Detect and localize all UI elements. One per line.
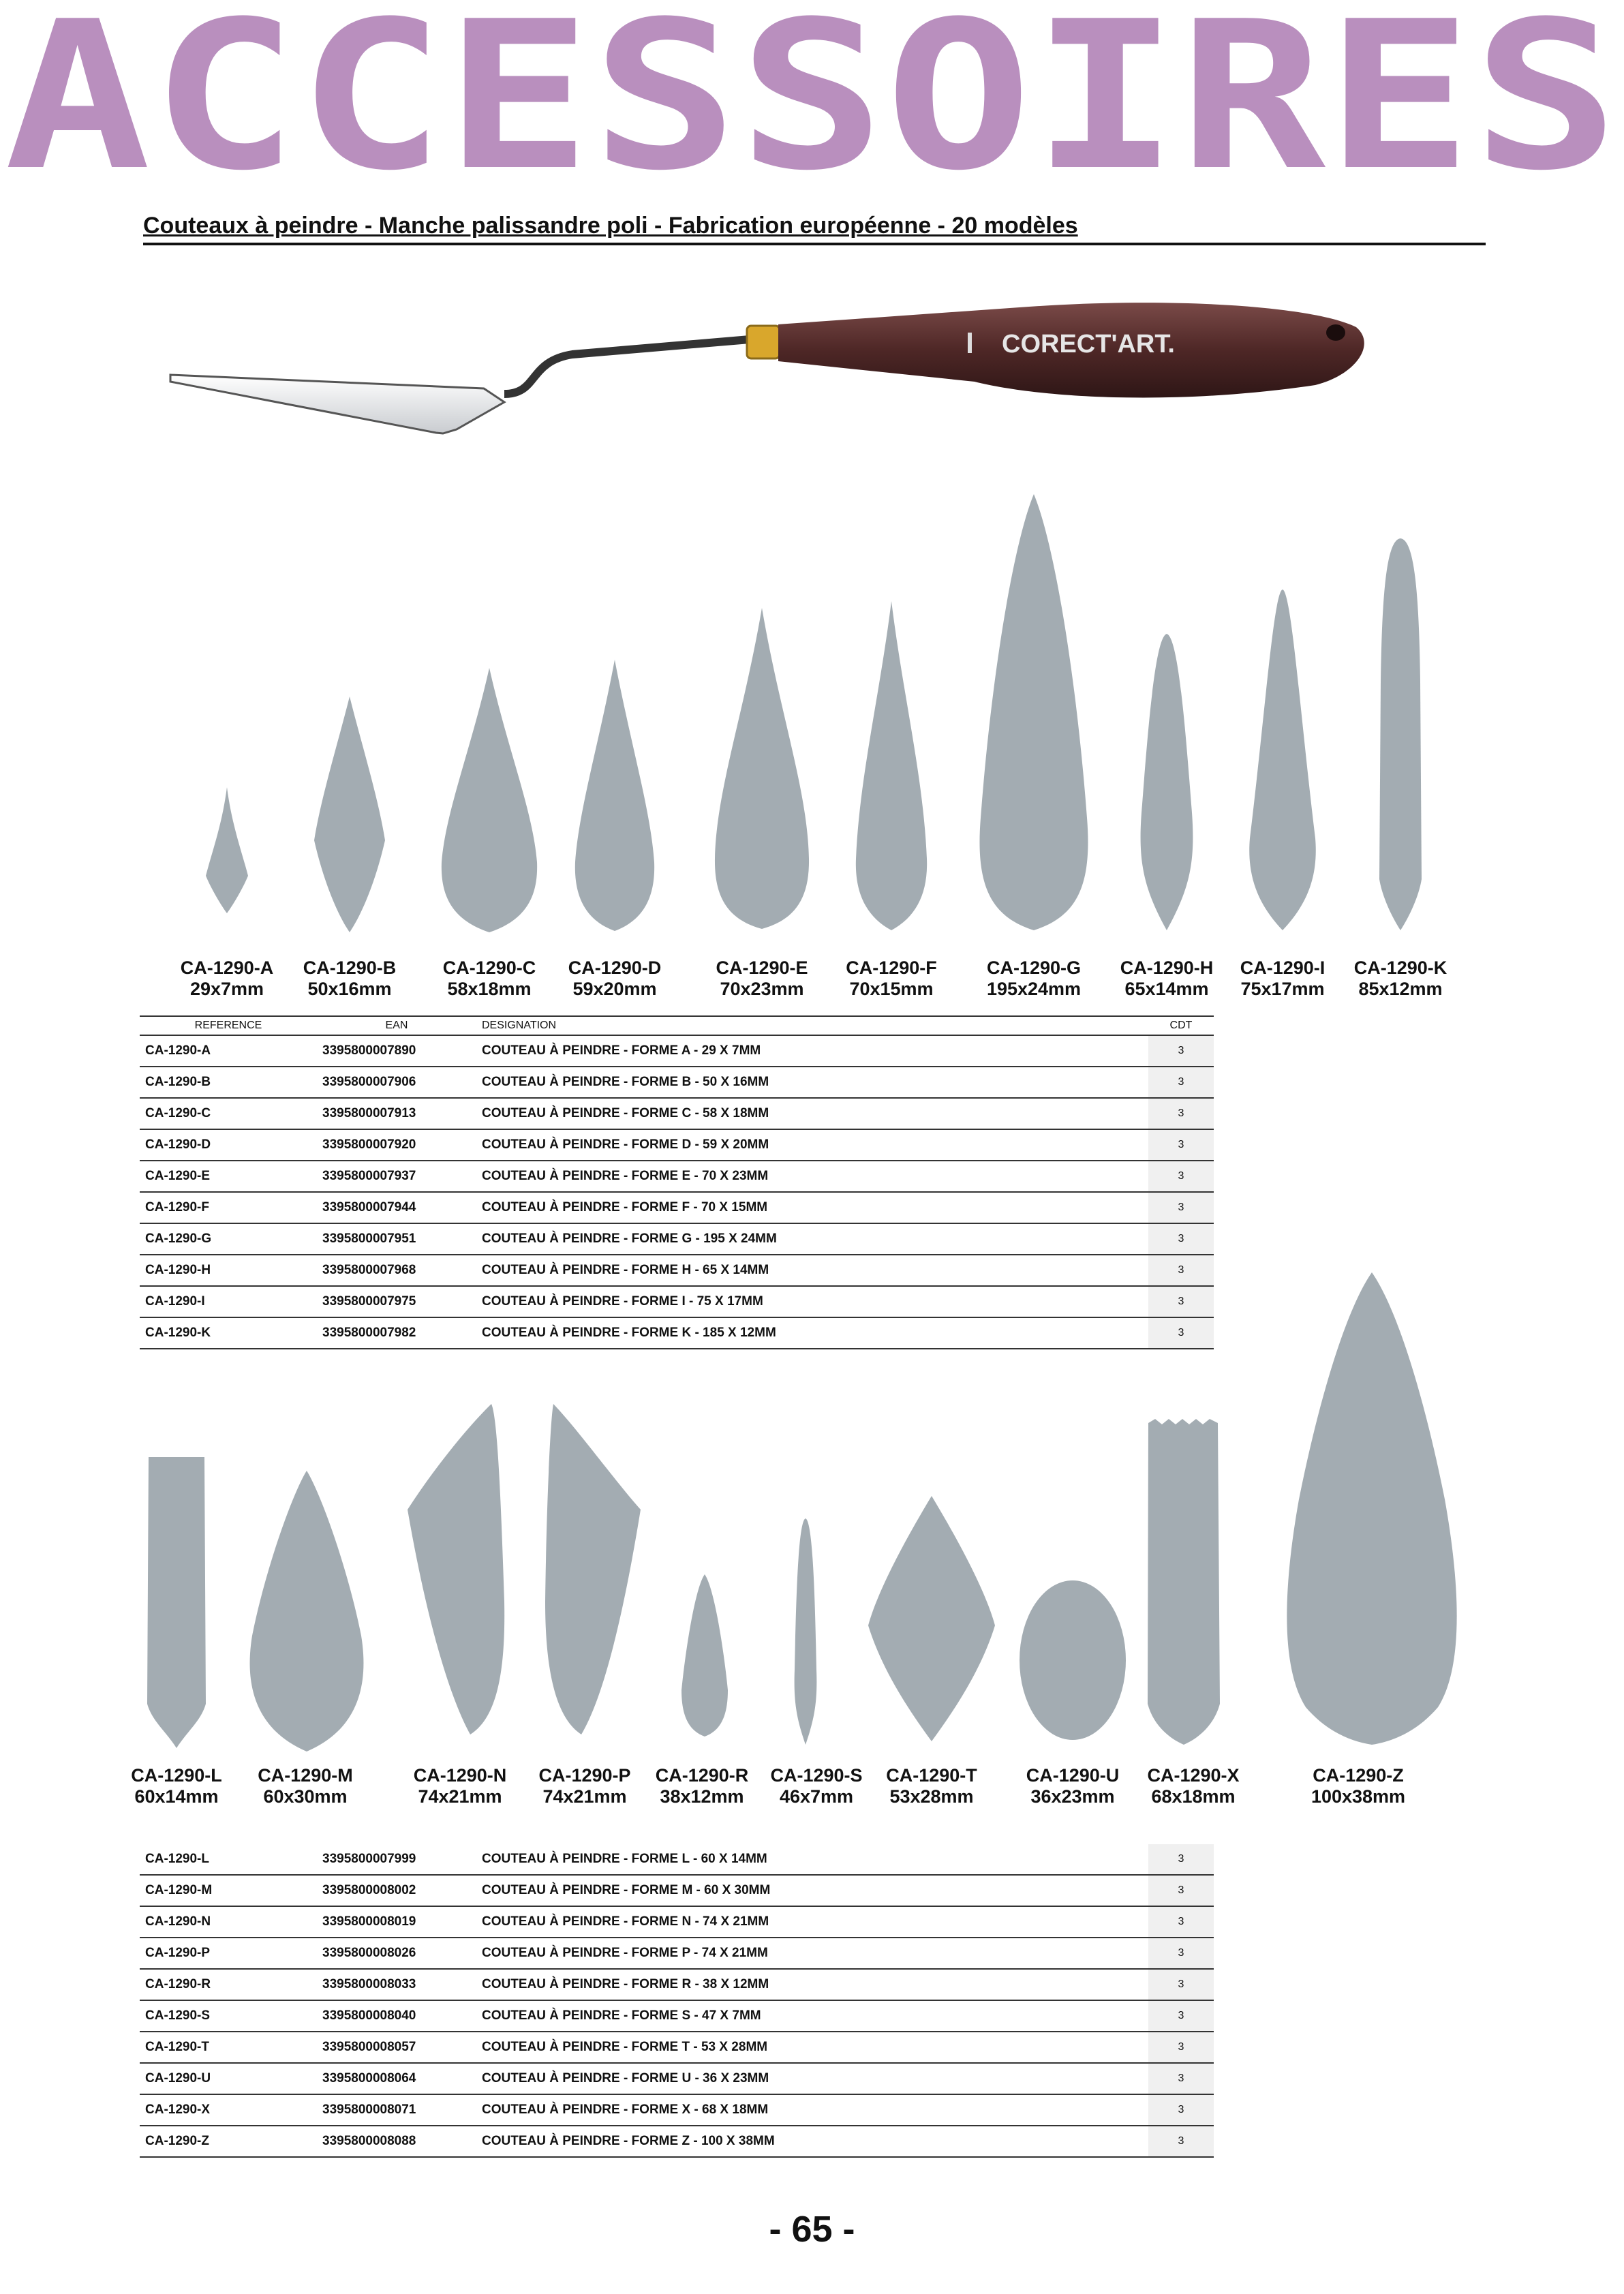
- cell-reference: CA-1290-L: [140, 1844, 317, 1875]
- blade-size: 70x23mm: [720, 979, 804, 999]
- blade-size: 70x15mm: [849, 979, 934, 999]
- table-row: [140, 2063, 1214, 2094]
- cell-reference: CA-1290-F: [140, 1192, 317, 1223]
- photo-brand-text: CORECT'ART.: [1002, 330, 1175, 358]
- header-cdt: CDT: [1148, 1016, 1214, 1035]
- photo-hang-hole: [1326, 324, 1345, 341]
- cell-designation: COUTEAU À PEINDRE - FORME C - 58 X 18MM: [476, 1098, 1148, 1129]
- blade-size: 53x28mm: [889, 1786, 974, 1807]
- blade-code: CA-1290-U: [1026, 1765, 1120, 1786]
- cell-designation: COUTEAU À PEINDRE - FORME G - 195 X 24MM: [476, 1223, 1148, 1255]
- cell-cdt: 3: [1148, 2000, 1214, 2032]
- cell-designation: COUTEAU À PEINDRE - FORME E - 70 X 23MM: [476, 1161, 1148, 1192]
- cell-reference: CA-1290-H: [140, 1255, 317, 1286]
- blade-size: 65x14mm: [1124, 979, 1209, 999]
- cell-designation: COUTEAU À PEINDRE - FORME S - 47 X 7MM: [476, 2000, 1148, 2032]
- blade-label: [1026, 1765, 1120, 1807]
- subtitle-rule: [143, 243, 1486, 245]
- blade-size: 195x24mm: [986, 979, 1082, 999]
- cell-designation: COUTEAU À PEINDRE - FORME B - 50 X 16MM: [476, 1067, 1148, 1098]
- reference-table-2: [140, 1844, 1214, 2158]
- table-row: [140, 1035, 1214, 1067]
- cell-cdt: 3: [1148, 2063, 1214, 2094]
- blade-shape-g: [979, 494, 1088, 930]
- blade-label: [303, 958, 397, 1000]
- cell-ean: 3395800008040: [317, 2000, 476, 2032]
- cell-ean: 3395800008019: [317, 1906, 476, 1938]
- page-number: - 65 -: [769, 2209, 855, 2250]
- blade-shape-h: [1141, 634, 1193, 930]
- blade-label: [886, 1765, 977, 1807]
- cell-reference: CA-1290-C: [140, 1098, 317, 1129]
- cell-ean: 3395800007890: [317, 1035, 476, 1067]
- cell-ean: 3395800008071: [317, 2094, 476, 2126]
- cell-designation: COUTEAU À PEINDRE - FORME K - 185 X 12MM: [476, 1317, 1148, 1349]
- blade-code: CA-1290-X: [1147, 1765, 1240, 1786]
- cell-cdt: 3: [1148, 2126, 1214, 2157]
- cell-ean: 3395800007975: [317, 1286, 476, 1317]
- blade-label: [443, 958, 536, 1000]
- header-title: [0, 0, 1624, 198]
- cell-designation: COUTEAU À PEINDRE - FORME R - 38 X 12MM: [476, 1969, 1148, 2000]
- cell-ean: 3395800008002: [317, 1875, 476, 1906]
- blade-shape-b: [314, 697, 385, 932]
- blade-label: [770, 1765, 862, 1807]
- table-row: [140, 1938, 1214, 1969]
- blade-size: 60x30mm: [263, 1786, 348, 1807]
- photo-mark: [968, 333, 972, 353]
- blade-shape-m: [250, 1471, 364, 1752]
- cell-cdt: 3: [1148, 2032, 1214, 2063]
- table-row: [140, 1969, 1214, 2000]
- blade-code: CA-1290-B: [303, 958, 397, 978]
- cell-designation: COUTEAU À PEINDRE - FORME D - 59 X 20MM: [476, 1129, 1148, 1161]
- blade-label: [1354, 958, 1447, 1000]
- blade-size: 36x23mm: [1030, 1786, 1115, 1807]
- cell-designation: COUTEAU À PEINDRE - FORME M - 60 X 30MM: [476, 1875, 1148, 1906]
- blade-label: [716, 958, 808, 1000]
- table-row: [140, 1192, 1214, 1223]
- cell-cdt: 3: [1148, 1875, 1214, 1906]
- blade-code: CA-1290-R: [655, 1765, 749, 1786]
- table-row: [140, 2126, 1214, 2157]
- cell-ean: 3395800007982: [317, 1317, 476, 1349]
- cell-reference: CA-1290-S: [140, 2000, 317, 2032]
- blade-label: [1147, 1765, 1239, 1807]
- table-row: [140, 1067, 1214, 1098]
- blade-size: 60x14mm: [134, 1786, 219, 1807]
- cell-designation: COUTEAU À PEINDRE - FORME H - 65 X 14MM: [476, 1255, 1148, 1286]
- blade-shape-k: [1379, 538, 1422, 930]
- cell-reference: CA-1290-U: [140, 2063, 317, 2094]
- blade-code: CA-1290-Z: [1313, 1765, 1404, 1786]
- cell-reference: CA-1290-I: [140, 1286, 317, 1317]
- blade-shape-z: [1287, 1272, 1456, 1745]
- blade-code: CA-1290-A: [180, 958, 274, 978]
- cell-reference: CA-1290-D: [140, 1129, 317, 1161]
- blade-size: 85x12mm: [1358, 979, 1443, 999]
- cell-cdt: 3: [1148, 1255, 1214, 1286]
- blade-label: [846, 958, 937, 1000]
- blade-label: [1240, 958, 1326, 1000]
- subtitle: Couteaux à peindre - Manche palissandre poli - Fabrication européenne - 20 modèles: [143, 213, 1078, 239]
- cell-ean: 3395800008064: [317, 2063, 476, 2094]
- blade-size: 38x12mm: [660, 1786, 744, 1807]
- blade-code: CA-1290-L: [131, 1765, 222, 1786]
- blade-code: CA-1290-H: [1120, 958, 1214, 978]
- blade-label: [538, 1765, 630, 1807]
- cell-designation: COUTEAU À PEINDRE - FORME Z - 100 X 38MM: [476, 2126, 1148, 2157]
- blade-label: [131, 1765, 222, 1807]
- blade-label: [656, 1765, 749, 1807]
- blade-shape-d: [575, 660, 654, 931]
- table-row: [140, 1129, 1214, 1161]
- table-row: [140, 1161, 1214, 1192]
- table-row: [140, 1317, 1214, 1349]
- cell-reference: CA-1290-E: [140, 1161, 317, 1192]
- blade-size: 74x21mm: [542, 1786, 627, 1807]
- blade-shape-l: [147, 1457, 206, 1748]
- cell-reference: CA-1290-T: [140, 2032, 317, 2063]
- blade-code: CA-1290-S: [770, 1765, 863, 1786]
- blade-label: [1311, 1765, 1405, 1807]
- cell-cdt: 3: [1148, 1938, 1214, 1969]
- cell-cdt: 3: [1148, 1129, 1214, 1161]
- cell-ean: 3395800007937: [317, 1161, 476, 1192]
- reference-table-1: [140, 1015, 1214, 1349]
- header-ean: EAN: [317, 1016, 476, 1035]
- cell-reference: CA-1290-X: [140, 2094, 317, 2126]
- blade-size: 46x7mm: [779, 1786, 854, 1807]
- cell-reference: CA-1290-B: [140, 1067, 317, 1098]
- cell-reference: CA-1290-R: [140, 1969, 317, 2000]
- blade-label: [181, 958, 274, 1000]
- palette-knife-photo: [157, 279, 1370, 457]
- cell-ean: 3395800008057: [317, 2032, 476, 2063]
- header-title-text: ACCESSOIRES: [4, 0, 1619, 198]
- cell-reference: CA-1290-K: [140, 1317, 317, 1349]
- blade-shape-u: [1020, 1580, 1126, 1740]
- table-header-row: [140, 1016, 1214, 1035]
- cell-designation: COUTEAU À PEINDRE - FORME T - 53 X 28MM: [476, 2032, 1148, 2063]
- cell-ean: 3395800008033: [317, 1969, 476, 2000]
- cell-reference: CA-1290-G: [140, 1223, 317, 1255]
- cell-cdt: 3: [1148, 1192, 1214, 1223]
- cell-cdt: 3: [1148, 2094, 1214, 2126]
- blade-shape-t: [868, 1496, 995, 1741]
- blade-code: CA-1290-F: [846, 958, 937, 978]
- table-row: [140, 1223, 1214, 1255]
- table-row: [140, 1844, 1214, 1875]
- blade-code: CA-1290-P: [538, 1765, 631, 1786]
- cell-designation: COUTEAU À PEINDRE - FORME P - 74 X 21MM: [476, 1938, 1148, 1969]
- cell-designation: COUTEAU À PEINDRE - FORME I - 75 X 17MM: [476, 1286, 1148, 1317]
- cell-reference: CA-1290-Z: [140, 2126, 317, 2157]
- blade-label: [414, 1765, 507, 1807]
- blade-code: CA-1290-N: [413, 1765, 507, 1786]
- table-row: [140, 1286, 1214, 1317]
- blade-shape-c: [442, 668, 537, 932]
- cell-ean: 3395800007944: [317, 1192, 476, 1223]
- blade-shape-p: [545, 1404, 641, 1734]
- cell-ean: 3395800007920: [317, 1129, 476, 1161]
- table-row: [140, 1098, 1214, 1129]
- table-row: [140, 1255, 1214, 1286]
- cell-reference: CA-1290-M: [140, 1875, 317, 1906]
- blade-code: CA-1290-I: [1240, 958, 1326, 978]
- cell-designation: COUTEAU À PEINDRE - FORME U - 36 X 23MM: [476, 2063, 1148, 2094]
- blade-code: CA-1290-C: [442, 958, 536, 978]
- blade-shape-x: [1148, 1419, 1220, 1745]
- cell-ean: 3395800007913: [317, 1098, 476, 1129]
- cell-cdt: 3: [1148, 1223, 1214, 1255]
- photo-blade: [170, 375, 504, 433]
- cell-designation: COUTEAU À PEINDRE - FORME L - 60 X 14MM: [476, 1844, 1148, 1875]
- table-row: [140, 2000, 1214, 2032]
- cell-cdt: 3: [1148, 1906, 1214, 1938]
- cell-ean: 3395800007906: [317, 1067, 476, 1098]
- blade-code: CA-1290-K: [1353, 958, 1447, 978]
- cell-cdt: 3: [1148, 1035, 1214, 1067]
- blade-shape-e: [715, 608, 809, 929]
- table-row: [140, 1906, 1214, 1938]
- blade-code: CA-1290-G: [986, 958, 1082, 978]
- blade-shape-f: [856, 601, 927, 930]
- photo-ferrule: [747, 326, 780, 358]
- cell-reference: CA-1290-A: [140, 1035, 317, 1067]
- blade-label: [258, 1765, 353, 1807]
- blade-code: CA-1290-E: [716, 958, 808, 978]
- blade-shape-n: [408, 1404, 504, 1734]
- blade-size: 29x7mm: [189, 979, 264, 999]
- cell-cdt: 3: [1148, 1098, 1214, 1129]
- cell-reference: CA-1290-N: [140, 1906, 317, 1938]
- cell-cdt: 3: [1148, 1844, 1214, 1875]
- blade-label: [568, 958, 662, 1000]
- cell-ean: 3395800007999: [317, 1844, 476, 1875]
- blade-shape-s: [795, 1518, 817, 1745]
- blade-label: [1120, 958, 1214, 1000]
- blade-size: 58x18mm: [447, 979, 532, 999]
- cell-reference: CA-1290-P: [140, 1938, 317, 1969]
- table-row: [140, 2094, 1214, 2126]
- blade-size: 59x20mm: [572, 979, 657, 999]
- blade-shape-i: [1249, 590, 1316, 930]
- cell-cdt: 3: [1148, 1067, 1214, 1098]
- cell-cdt: 3: [1148, 1969, 1214, 2000]
- blade-size: 68x18mm: [1151, 1786, 1236, 1807]
- blade-shape-r: [681, 1574, 728, 1737]
- cell-cdt: 3: [1148, 1161, 1214, 1192]
- blade-shape-a: [206, 787, 248, 913]
- cell-designation: COUTEAU À PEINDRE - FORME F - 70 X 15MM: [476, 1192, 1148, 1223]
- blade-size: 74x21mm: [418, 1786, 502, 1807]
- blade-label: [987, 958, 1081, 1000]
- cell-designation: COUTEAU À PEINDRE - FORME X - 68 X 18MM: [476, 2094, 1148, 2126]
- blade-code: CA-1290-M: [258, 1765, 353, 1786]
- cell-ean: 3395800008088: [317, 2126, 476, 2157]
- blade-size: 75x17mm: [1240, 979, 1325, 999]
- blade-code: CA-1290-D: [568, 958, 662, 978]
- cell-ean: 3395800008026: [317, 1938, 476, 1969]
- cell-designation: COUTEAU À PEINDRE - FORME N - 74 X 21MM: [476, 1906, 1148, 1938]
- blade-size: 50x16mm: [307, 979, 392, 999]
- table-row: [140, 1875, 1214, 1906]
- table-row: [140, 2032, 1214, 2063]
- header-reference: REFERENCE: [140, 1016, 317, 1035]
- cell-ean: 3395800007968: [317, 1255, 476, 1286]
- cell-cdt: 3: [1148, 1286, 1214, 1317]
- blade-size: 100x38mm: [1311, 1786, 1406, 1807]
- blade-code: CA-1290-T: [886, 1765, 977, 1786]
- cell-ean: 3395800007951: [317, 1223, 476, 1255]
- cell-designation: COUTEAU À PEINDRE - FORME A - 29 X 7MM: [476, 1035, 1148, 1067]
- header-designation: DESIGNATION: [476, 1016, 1148, 1035]
- photo-shank: [504, 339, 750, 394]
- cell-cdt: 3: [1148, 1317, 1214, 1349]
